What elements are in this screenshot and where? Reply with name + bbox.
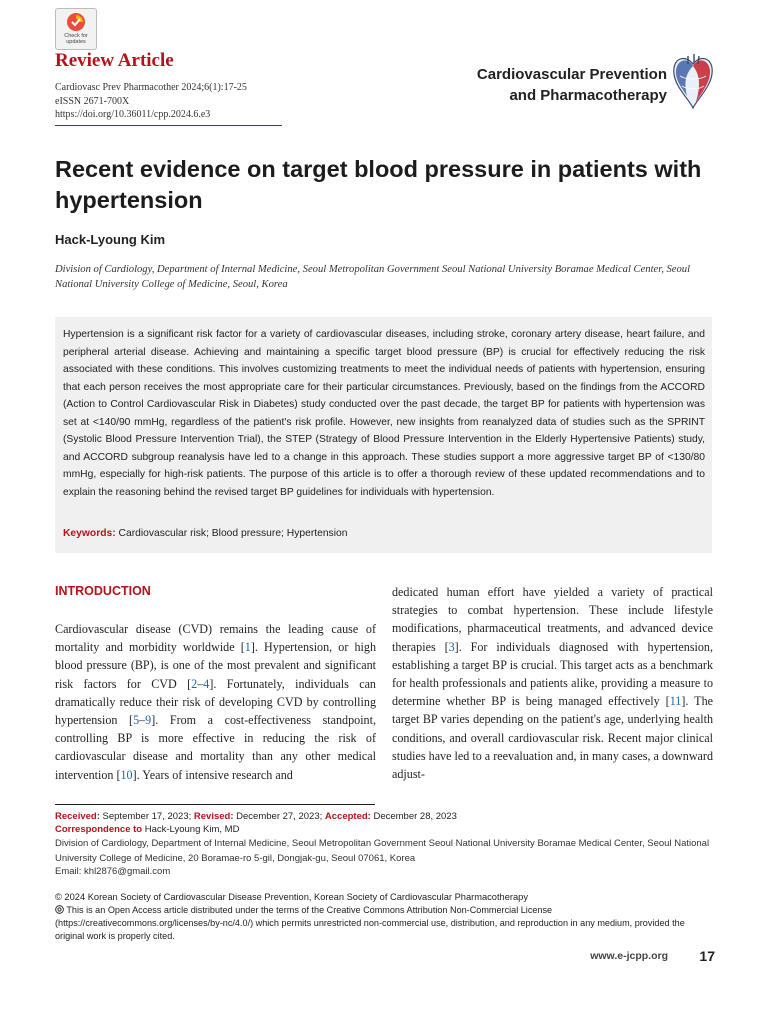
footnote-divider	[55, 804, 375, 805]
abstract-box	[55, 317, 712, 553]
journal-website[interactable]: www.e-jcpp.org	[590, 950, 668, 962]
revised-label: Revised:	[193, 811, 234, 822]
abstract-text: Hypertension is a significant risk factor for a variety of cardiovascular diseases, including stroke, coronary artery disease, heart failure, and peripheral arterial disease. Achieving and maintaining a specific target blood pressure (BP) is crucial for effectively reducing the risk associated with these conditions. This involves customizing treatments to meet the individual needs of patients with hypertension, ensuring that each person receives the most appropriate care for their particular circumstances. Previously, based on the findings from the ACCORD (Action to Control Cardiovascular Risk in Diabetes) study conducted over the past decade, the target BP for patients with hypertension was set at <140/90 mmHg, regardless of the patient's risk profile. However, new insights from reanalyzed data of studies such as the SPRINT (Systolic Blood Pressure Intervention Trial), the STEP (Strategy of Blood Pressure Intervention in the Elderly Hypertensive Patients) study, and ACCORD subgroup reanalysis have led to a change in this approach. These studies support a more aggressive target BP of <130/80 mmHg, especially for high-risk patients. The purpose of this article is to offer a thorough review of these updated recommendations and to explain the reasoning behind the revised target BP guidelines for individuals with hypertension.	[63, 329, 705, 498]
author-affiliation: Division of Cardiology, Department of Internal Medicine, Seoul Metropolitan Government Seoul National University Boramae Medical Center, Seoul National University College of Medicine, Seoul, Korea	[55, 264, 691, 290]
article-title: Recent evidence on target blood pressure in patients with hypertension	[55, 156, 702, 213]
check-for-updates-icon	[66, 12, 86, 32]
section-heading-introduction: INTRODUCTION	[55, 584, 151, 598]
page-number: 17	[699, 948, 715, 964]
badge-text: Check for updates	[64, 33, 88, 45]
keywords-line	[63, 528, 347, 539]
keywords-label: Keywords:	[63, 528, 116, 539]
body-column-left: Cardiovascular disease (CVD) remains the leading cause of mortality and morbidity worldwide [1]. Hypertension, or high blood pressure (BP), is one of the most prevalent and significant risk factors for CVD [2–4]. Fortunately, individuals can dramatically reduce their risk of developing CVD by controlling hypertension [5–9]. From a cost-effectiveness standpoint, controlling BP is more effective in reducing the risk of cardiovascular disease and mortality than any other medical intervention [10]. Years of intensive research and	[55, 622, 376, 782]
accepted-date: December 28, 2023	[373, 811, 457, 822]
article-dates	[55, 810, 457, 824]
citation-line: Cardiovasc Prev Pharmacother 2024;6(1):17-25	[55, 82, 247, 93]
citation-block	[55, 81, 247, 122]
keywords-list: Cardiovascular risk; Blood pressure; Hypertension	[118, 528, 348, 539]
received-date: September 17, 2023;	[102, 811, 192, 822]
journal-name-line: Cardiovascular Prevention	[476, 66, 667, 83]
open-access-icon	[55, 905, 64, 914]
header-divider	[55, 125, 282, 126]
journal-name-line: and Pharmacotherapy	[509, 87, 667, 104]
issn-line: eISSN 2671-700X	[55, 95, 130, 107]
citation-link[interactable]: 9	[145, 713, 152, 728]
author-name: Hack-Lyoung Kim	[55, 232, 166, 247]
journal-name	[430, 64, 667, 106]
license-notice	[55, 904, 715, 943]
correspondence-line	[55, 823, 239, 837]
doi-link[interactable]: https://doi.org/10.36011/cpp.2024.6.e3	[55, 109, 211, 120]
body-column-right: dedicated human effort have yielded a variety of practical strategies to combat hypertension. These include lifestyle modifications, pharmaceutical treatments, and advanced device therapies [3]. For individuals diagnosed with hypertension, establishing a target BP is crucial. This target acts as a benchmark for health professionals and patients alike, providing a measure to determine whether BP is being managed effectively [11]. The target BP varies depending on the patient's age, underlying health conditions, and overall cardiovascular risk. Recent major clinical studies have led to a reevaluation and, in many cases, a downward adjust-	[392, 585, 714, 782]
article-type: Review Article	[55, 50, 174, 71]
citation-link[interactable]: 5	[133, 713, 140, 728]
heart-logo-icon	[670, 52, 716, 112]
correspondence-email[interactable]: Email: khl2876@gmail.com	[55, 866, 171, 877]
accepted-label: Accepted:	[324, 811, 371, 822]
citation-link[interactable]: 1	[244, 640, 251, 655]
citation-link[interactable]: 11	[669, 694, 682, 709]
correspondence-address: Division of Cardiology, Department of Internal Medicine, Seoul Metropolitan Government Seoul National University Boramae Medical Center, Seoul National University College of Medicine, 20 Boramae-ro 5-gil, Dongjak-gu, Seoul 07061, Korea	[55, 838, 710, 864]
citation-link[interactable]: 2	[191, 676, 198, 691]
revised-date: December 27, 2023;	[236, 811, 323, 822]
license-text: This is an Open Access article distributed under the terms of the Creative Commons Attribution Non-Commercial License (https://creativecommons.org/licenses/by-nc/4.0/) which permits unrestricted non-commercial use, distribution, and reproduction in any medium, provided the original work is properly cited.	[55, 905, 685, 941]
correspondence-name: Hack-Lyoung Kim, MD	[144, 824, 240, 835]
received-label: Received:	[55, 811, 100, 822]
citation-link[interactable]: 3	[448, 639, 455, 654]
correspondence-label: Correspondence to	[55, 824, 143, 835]
citation-link[interactable]: 4	[203, 676, 210, 691]
citation-link[interactable]: 10	[120, 767, 133, 782]
copyright-notice: © 2024 Korean Society of Cardiovascular Disease Prevention, Korean Society of Cardiovascular Pharmacotherapy	[55, 892, 528, 902]
check-for-updates-badge[interactable]	[55, 8, 97, 50]
